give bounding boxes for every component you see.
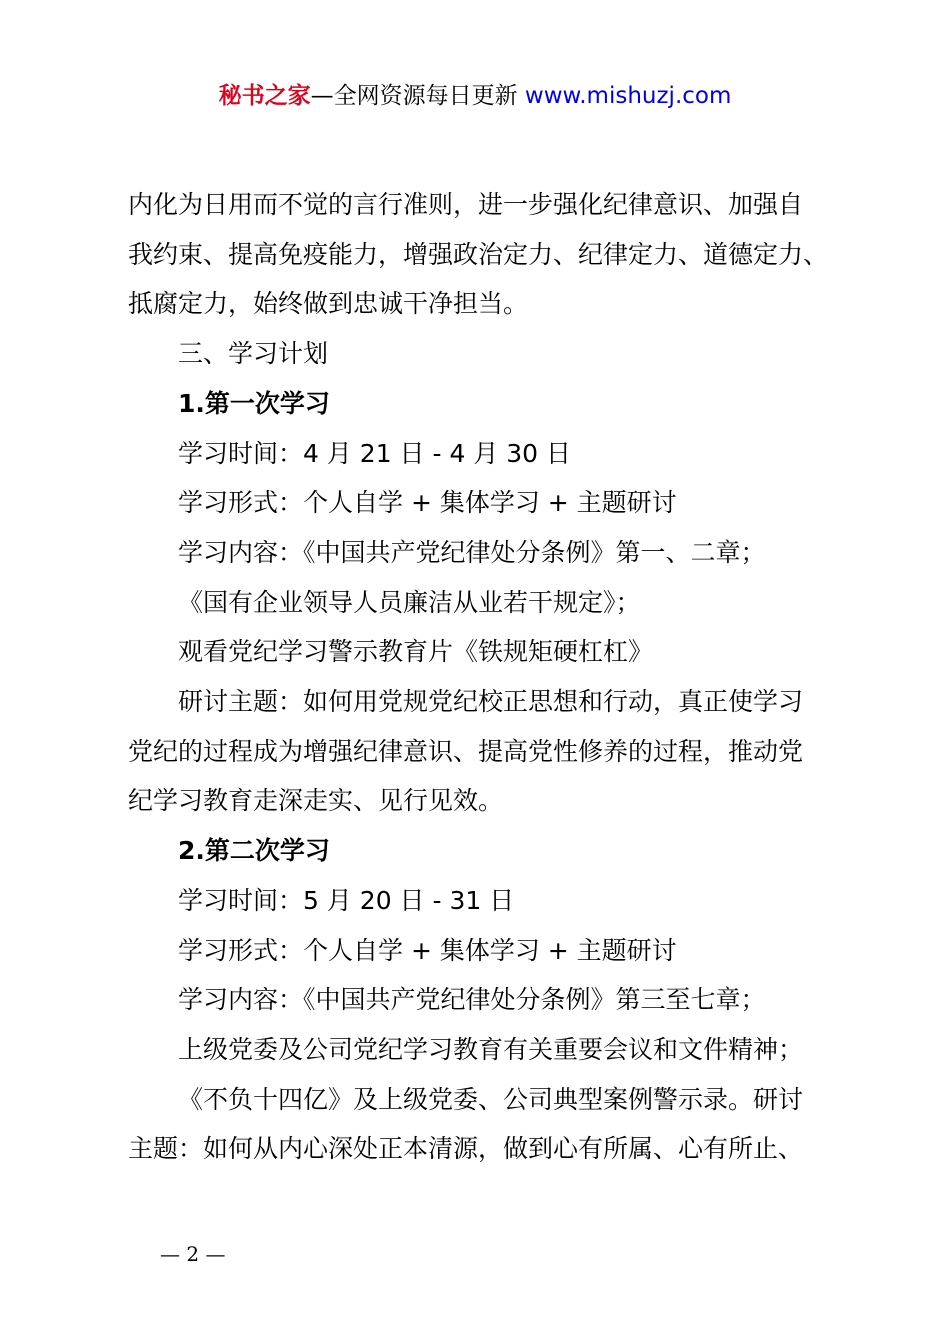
site-url-link[interactable]: www.mishuzj.com xyxy=(524,83,732,109)
study-content-line: 《不负十四亿》及上级党委、公司典型案例警示录。研讨 xyxy=(178,1084,804,1114)
body-paragraph-line: 我约束、提高免疫能力，增强政治定力、纪律定力、道德定力、 xyxy=(128,239,829,269)
study-content-line: 观看党纪学习警示教育片《铁规矩硬杠杠》 xyxy=(178,637,654,667)
study-time: 学习时间：5 月 20 日 - 31 日 xyxy=(178,885,515,915)
body-paragraph-line: 内化为日用而不觉的言行准则，进一步强化纪律意识、加强自 xyxy=(128,190,804,219)
site-tagline: —全网资源每日更新 xyxy=(310,83,525,109)
study-content: 学习内容：《中国共产党纪律处分条例》第三至七章； xyxy=(178,985,766,1015)
study-content: 学习内容：《中国共产党纪律处分条例》第一、二章； xyxy=(178,537,766,567)
section-heading: 三、学习计划 xyxy=(178,339,329,369)
subsection-heading: 1.第一次学习 xyxy=(178,388,330,418)
subsection-heading: 2.第二次学习 xyxy=(178,836,330,866)
discussion-topic-line: 主题：如何从内心深处正本清源，做到心有所属、心有所止、 xyxy=(128,1134,804,1164)
site-brand: 秘书之家 xyxy=(218,83,311,109)
discussion-topic-line: 纪学习教育走深走实、见行见效。 xyxy=(128,786,504,816)
body-paragraph-line: 抵腐定力，始终做到忠诚干净担当。 xyxy=(128,289,529,319)
study-format: 学习形式：个人自学 + 集体学习 + 主题研讨 xyxy=(178,488,677,518)
study-format: 学习形式：个人自学 + 集体学习 + 主题研讨 xyxy=(178,935,677,965)
discussion-topic: 研讨主题：如何用党规党纪校正思想和行动，真正使学习 xyxy=(178,687,804,717)
study-time: 学习时间：4 月 21 日 - 4 月 30 日 xyxy=(178,438,572,468)
study-content-line: 上级党委及公司党纪学习教育有关重要会议和文件精神； xyxy=(178,1034,804,1064)
page-number: — 2 — xyxy=(160,1242,226,1266)
study-content-line: 《国有企业领导人员廉洁从业若干规定》； xyxy=(178,587,641,617)
discussion-topic-line: 党纪的过程成为增强纪律意识、提高党性修养的过程，推动党 xyxy=(128,736,804,766)
site-header xyxy=(0,80,950,112)
document-body xyxy=(128,180,848,1174)
